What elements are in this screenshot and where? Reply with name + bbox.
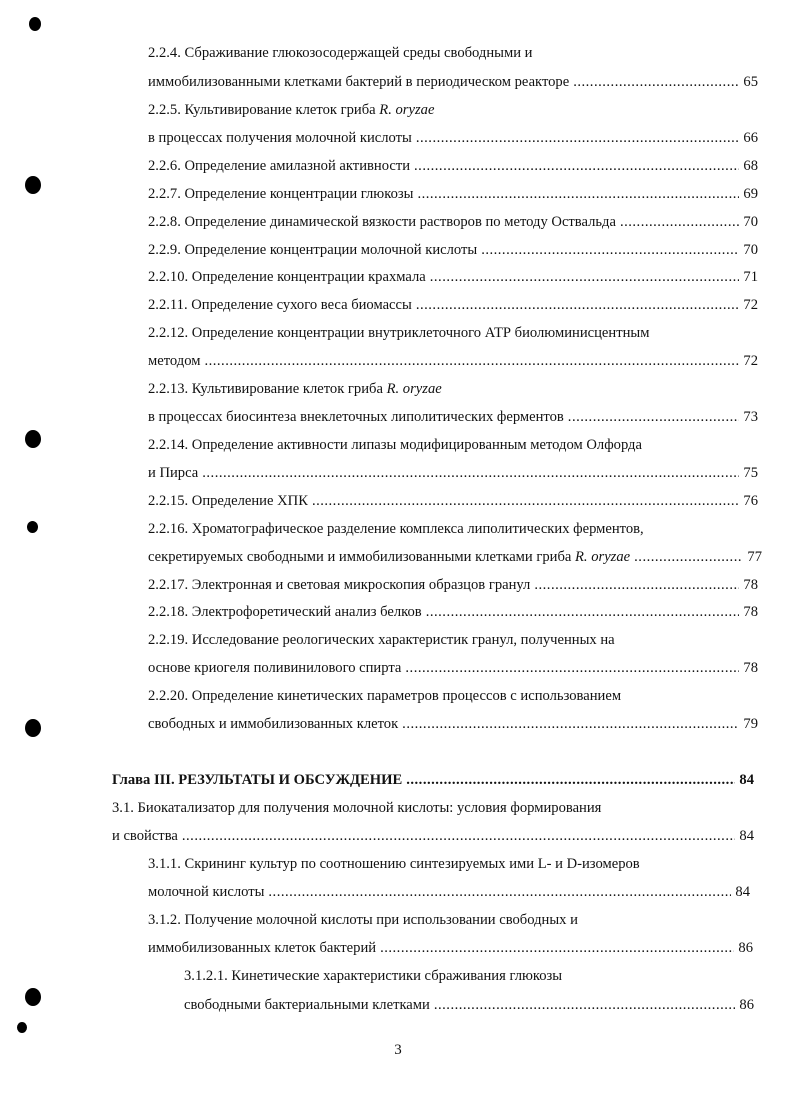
- leader-dots: [573, 73, 739, 91]
- punch-hole: [25, 430, 41, 448]
- page-ref: 86: [739, 997, 754, 1013]
- page-ref: 84: [739, 772, 754, 788]
- leader-dots: [481, 241, 739, 259]
- page-ref: 65: [743, 74, 758, 90]
- leader-dots: [380, 939, 734, 957]
- leader-dots: [406, 771, 735, 789]
- toc-entry: иммобилизованными клетками бактерий в периодическом реакторе ..... 65: [148, 73, 758, 91]
- leader-dots: [430, 268, 740, 286]
- page-ref: 84: [735, 884, 750, 900]
- punch-hole: [27, 521, 38, 533]
- toc-line: 2.2.16. Хроматографическое разделение комплекса липолитических ферментов,: [148, 521, 644, 537]
- leader-dots: [416, 296, 740, 314]
- toc-line: 3.1. Биокатализатор для получения молочной кислоты: условия формирования: [112, 800, 602, 816]
- punch-hole: [25, 176, 41, 194]
- toc-entry: 2.2.11. Определение сухого веса биомассы ..... 72: [148, 296, 758, 314]
- toc-entry: секретируемых свободными и иммобилизованными клетками гриба R. oryzae ..... 77: [148, 548, 762, 566]
- leader-dots: [634, 548, 743, 566]
- toc-entry: свободными бактериальными клетками ..... 86: [184, 996, 754, 1014]
- toc-entry: иммобилизованных клеток бактерий ..... 86: [148, 939, 753, 957]
- page-ref: 86: [738, 940, 753, 956]
- leader-dots: [568, 408, 740, 426]
- page-number: 3: [394, 1042, 402, 1058]
- leader-dots: [434, 996, 736, 1014]
- page-ref: 75: [743, 465, 758, 481]
- punch-hole: [25, 988, 41, 1006]
- leader-dots: [620, 213, 739, 231]
- toc-line: 3.1.2.1. Кинетические характеристики сбраживания глюкозы: [184, 968, 563, 984]
- toc-line: 2.2.13. Культивирование клеток гриба R. oryzae: [148, 381, 442, 397]
- toc-entry: 2.2.6. Определение амилазной активности ..... 68: [148, 157, 758, 175]
- leader-dots: [204, 352, 739, 370]
- leader-dots: [402, 715, 739, 733]
- leader-dots: [417, 185, 739, 203]
- toc-entry: в процессах получения молочной кислоты ..... 66: [148, 129, 758, 147]
- page-ref: 68: [743, 158, 758, 174]
- page-ref: 78: [743, 660, 758, 676]
- leader-dots: [202, 464, 739, 482]
- page-ref: 77: [747, 549, 762, 565]
- leader-dots: [312, 492, 739, 510]
- toc-entry: 2.2.17. Электронная и световая микроскопия образцов гранул ..... 78: [148, 576, 758, 594]
- page-ref: 79: [743, 716, 758, 732]
- toc-entry: основе криогеля поливинилового спирта ..... 78: [148, 659, 758, 677]
- page-ref: 72: [743, 297, 758, 313]
- leader-dots: [416, 129, 740, 147]
- toc-entry: свободных и иммобилизованных клеток ..... 79: [148, 715, 758, 733]
- punch-hole: [29, 17, 41, 31]
- leader-dots: [426, 603, 740, 621]
- toc-entry: 2.2.10. Определение концентрации крахмала ..... 71: [148, 268, 758, 286]
- chapter-heading: Глава III. РЕЗУЛЬТАТЫ И ОБСУЖДЕНИЕ ..... 84: [112, 771, 754, 789]
- toc-line: 2.2.14. Определение активности липазы модифицированным методом Олфорда: [148, 437, 642, 453]
- leader-dots: [405, 659, 739, 677]
- toc-entry: 2.2.7. Определение концентрации глюкозы ..... 69: [148, 185, 758, 203]
- toc-entry: молочной кислоты ..... 84: [148, 883, 750, 901]
- page-ref: 84: [739, 828, 754, 844]
- page-ref: 78: [743, 604, 758, 620]
- toc-line: 2.2.19. Исследование реологических характеристик гранул, полученных на: [148, 632, 615, 648]
- toc-entry: 2.2.9. Определение концентрации молочной кислоты ..... 70: [148, 241, 758, 259]
- leader-dots: [414, 157, 739, 175]
- toc-entry: 2.2.15. Определение ХПК ..... 76: [148, 492, 758, 510]
- toc-entry: 2.2.8. Определение динамической вязкости растворов по методу Оствальда ..... 70: [148, 213, 758, 231]
- toc-entry: 2.2.18. Электрофоретический анализ белков ..... 78: [148, 603, 758, 621]
- leader-dots: [182, 827, 736, 845]
- page-ref: 70: [743, 214, 758, 230]
- toc-line: 2.2.4. Сбраживание глюкозосодержащей среды свободными и: [148, 45, 533, 61]
- toc-line: 2.2.5. Культивирование клеток гриба R. oryzae: [148, 102, 435, 118]
- punch-hole: [17, 1022, 27, 1033]
- page-ref: 76: [743, 493, 758, 509]
- page-ref: 78: [743, 577, 758, 593]
- toc-line: 3.1.1. Скрининг культур по соотношению синтезируемых ими L- и D-изомеров: [148, 856, 640, 872]
- toc-line: 3.1.2. Получение молочной кислоты при использовании свободных и: [148, 912, 578, 928]
- toc-entry: и свойства ..... 84: [112, 827, 754, 845]
- leader-dots: [534, 576, 739, 594]
- page-ref: 66: [743, 130, 758, 146]
- page-ref: 72: [743, 353, 758, 369]
- page-ref: 71: [743, 269, 758, 285]
- page-ref: 70: [743, 242, 758, 258]
- toc-line: 2.2.12. Определение концентрации внутриклеточного АТР биолюминисцентным: [148, 325, 650, 341]
- leader-dots: [268, 883, 731, 901]
- toc-line: 2.2.20. Определение кинетических параметров процессов с использованием: [148, 688, 622, 704]
- page-ref: 69: [743, 186, 758, 202]
- toc-entry: методом ..... 72: [148, 352, 758, 370]
- toc-entry: в процессах биосинтеза внеклеточных липолитических ферментов ..... 73: [148, 408, 758, 426]
- toc-entry: и Пирса ..... 75: [148, 464, 758, 482]
- punch-hole: [25, 719, 41, 737]
- page-ref: 73: [743, 409, 758, 425]
